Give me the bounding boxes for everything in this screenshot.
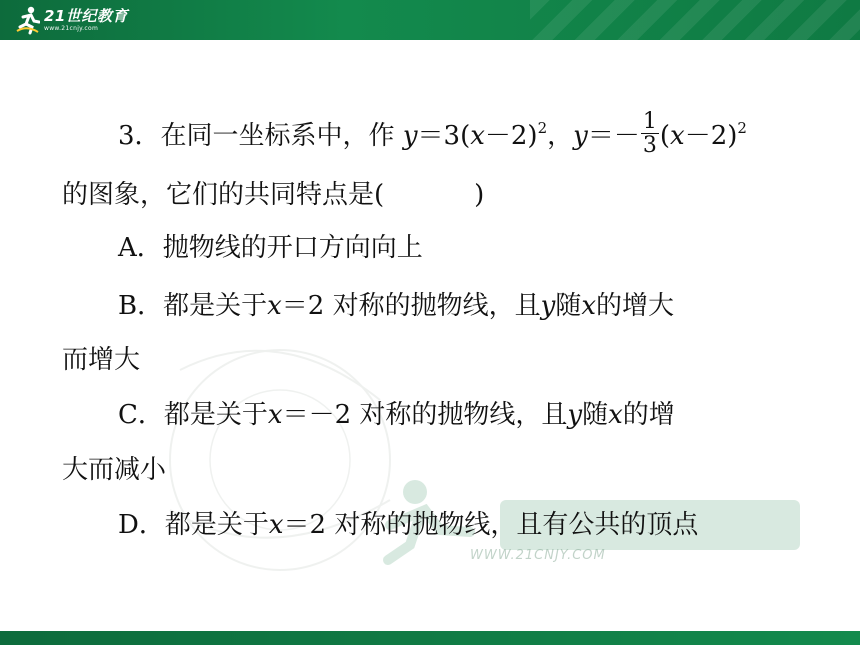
option-d-label: D． xyxy=(118,510,165,540)
var-x: x xyxy=(581,291,596,321)
equation-1-tail: －2) xyxy=(484,121,538,151)
var-x: x xyxy=(670,121,685,151)
var-y: y xyxy=(567,400,583,430)
option-c-continued xyxy=(62,457,166,483)
option-b-text: ＝2 对称的抛物线，且 xyxy=(281,291,541,321)
option-a-label: A． xyxy=(118,233,163,263)
var-x: x xyxy=(267,291,282,321)
var-x: x xyxy=(268,510,284,540)
equation-1: ＝3( xyxy=(417,121,471,151)
question-stem-line-1 xyxy=(118,109,747,160)
logo-name: 21世纪教育 xyxy=(44,6,128,25)
paren-open: ( xyxy=(659,121,671,151)
paren-close: ) xyxy=(474,180,485,210)
option-b-text: 的增大 xyxy=(596,291,675,321)
var-x: x xyxy=(470,121,485,151)
option-b-continued xyxy=(62,347,140,373)
option-a-text: 抛物线的开口方向向上 xyxy=(162,233,423,263)
var-x: x xyxy=(608,400,623,430)
option-a[interactable] xyxy=(118,235,423,261)
exponent: 2 xyxy=(537,119,548,137)
option-b-text: 都是关于 xyxy=(163,291,268,321)
option-d-text: 都是关于 xyxy=(164,510,269,540)
option-b-text: 随 xyxy=(555,291,582,321)
option-c-text: 大而减小 xyxy=(62,455,167,485)
var-y: y xyxy=(573,121,588,151)
option-c-label: C． xyxy=(118,400,164,430)
option-c-text: 随 xyxy=(582,400,609,430)
var-y: y xyxy=(402,121,418,151)
fraction-numerator: 1 xyxy=(642,109,657,134)
var-x: x xyxy=(267,400,283,430)
fraction-one-third xyxy=(641,111,659,157)
question-stem-a: 在同一坐标系中，作 xyxy=(160,121,395,151)
option-c-text: 的增 xyxy=(622,400,675,430)
exponent: 2 xyxy=(737,119,747,137)
question-stem-b: 的图象，它们的共同特点是( xyxy=(62,180,385,210)
option-c[interactable] xyxy=(118,402,675,428)
option-c-text: 都是关于 xyxy=(163,400,268,430)
var-y: y xyxy=(540,291,556,321)
option-d[interactable] xyxy=(118,512,698,538)
option-c-text: ＝－2 对称的抛物线，且 xyxy=(282,400,568,430)
footer-bar xyxy=(0,631,860,645)
question-number: 3． xyxy=(118,121,161,151)
equation-2-tail: －2) xyxy=(684,121,738,151)
fraction-denominator: 3 xyxy=(642,133,657,158)
question-stem-line-2 xyxy=(62,182,484,208)
option-d-text: ＝2 对称的抛物线，且有公共的顶点 xyxy=(283,510,699,540)
option-b-label: B． xyxy=(118,291,164,321)
comma: ， xyxy=(547,121,574,151)
logo-url: www.21cnjy.com xyxy=(44,24,99,32)
equation-2: ＝－ xyxy=(587,121,640,151)
watermark-text: WWW.21CNJY.COM xyxy=(470,548,606,563)
option-b[interactable] xyxy=(118,293,674,319)
option-b-text: 而增大 xyxy=(62,345,141,375)
